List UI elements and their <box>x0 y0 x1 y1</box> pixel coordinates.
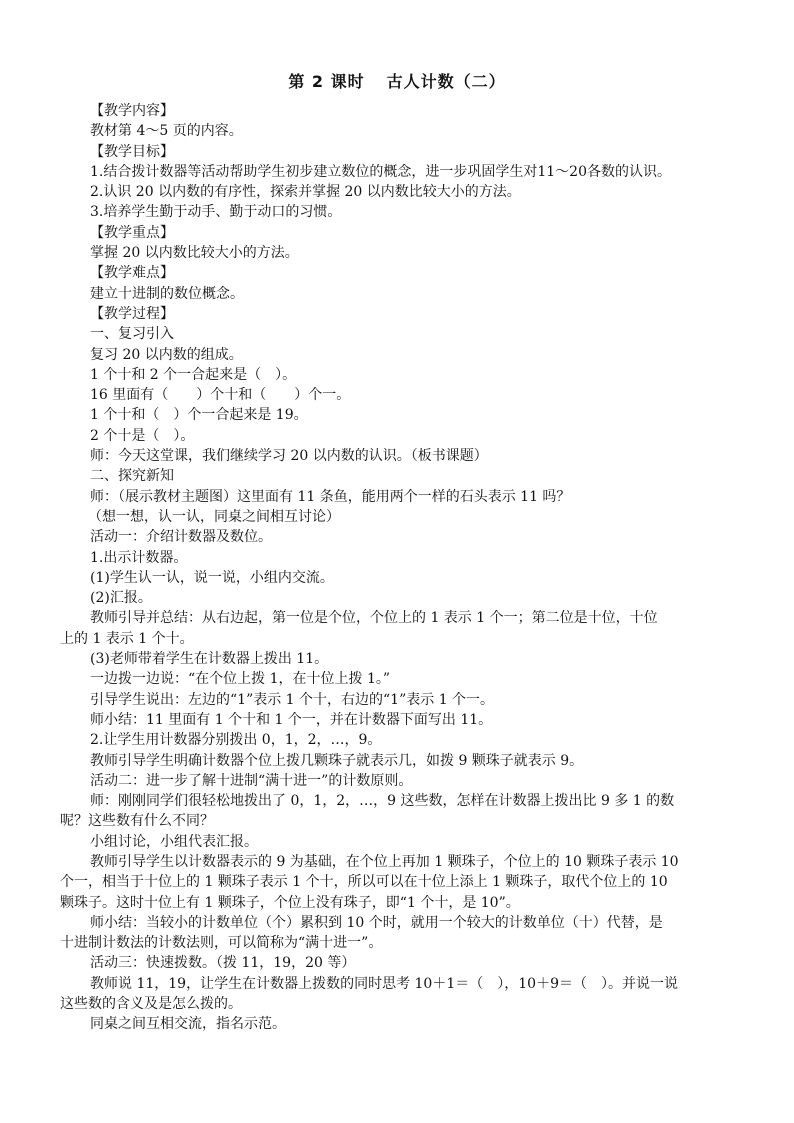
activity-2-question-2: 呢？这些数有什么不同？ <box>60 813 214 830</box>
review-text: 复习 20 以内数的组成。 <box>90 346 243 363</box>
document-body <box>60 101 740 1035</box>
activity-2-guide-2: 个一，相当于十位上的 1 颗珠子表示 1 个十，所以可以在十位上添上 1 颗珠子，取代个位上的 10 <box>60 874 668 891</box>
activity-1-summary: 师小结：11 里面有 1 个十和 1 个一，并在计数器下面写出 11。 <box>90 711 493 728</box>
activity-3-text-3: 同桌之间互相交流，指名示范。 <box>90 1016 286 1033</box>
review-q4: 2 个十是（ ）。 <box>90 427 195 444</box>
goal-3: 3.培养学生勤于动手、勤于动口的习惯。 <box>90 204 342 221</box>
review-q3: 1 个十和（ ）个一合起来是 19。 <box>90 407 308 424</box>
activity-3-text-2: 这些数的含义及是怎么拨的。 <box>60 996 242 1013</box>
activity-2-question-1: 师：刚刚同学们很轻松地拨出了 0，1，2，…，9 这些数，怎样在计数器上拨出比 9 多 1 的数 <box>90 793 675 810</box>
activity-1-heading: 活动一：介绍计数器及数位。 <box>90 529 272 546</box>
activity-2-summary-2: 十进制计数法的计数法则，可以简称为“满十进一”。 <box>60 935 383 952</box>
lesson-number: 第 2 课时 <box>288 72 365 91</box>
activity-1-sub-1: (1)学生认一认，说一说，小组内交流。 <box>90 569 334 586</box>
activity-1-guide: 引导学生说出：左边的“1”表示 1 个十，右边的“1”表示 1 个一。 <box>90 691 495 708</box>
activity-2-guide-1: 教师引导学生以计数器表示的 9 为基础，在个位上再加 1 颗珠子，个位上的 10 颗珠子表示 10 <box>90 853 679 870</box>
section-heading-difficulty: 【教学难点】 <box>90 265 174 282</box>
activity-2-summary-1: 师小结：当较小的计数单位（个）累积到 10 个时，就用一个较大的计数单位（十）代替，是 <box>90 914 663 931</box>
activity-2-heading: 活动二：进一步了解十进制“满十进一”的计数原则。 <box>90 772 413 789</box>
activity-2-guide-3: 颗珠子。这时十位上有 1 颗珠子，个位上没有珠子，即“1 个十，是 10”。 <box>60 894 520 911</box>
activity-1-speech: 一边拨一边说：“在个位上拨 1，在十位上拨 1。” <box>90 671 391 688</box>
activity-1-step-1: 1.出示计数器。 <box>90 549 188 566</box>
review-q1: 1 个十和 2 个一合起来是（ ）。 <box>90 366 297 383</box>
section-heading-key-point: 【教学重点】 <box>90 224 174 241</box>
summary-line-1: 教师引导并总结：从右边起，第一位是个位，个位上的 1 表示 1 个一；第二位是十位，十位 <box>90 610 658 627</box>
content-text: 教材第 4～5 页的内容。 <box>90 123 243 140</box>
teacher-intro: 师：今天这堂课，我们继续学习 20 以内数的认识。（板书课题） <box>90 448 488 465</box>
activity-3-text-1: 教师说 11，19，让学生在计数器上拨数的同时思考 10＋1＝（ ），10＋9＝（ ）。并说一说 <box>90 975 678 992</box>
summary-line-2: 上的 1 表示 1 个十。 <box>60 630 194 647</box>
section-heading-process: 【教学过程】 <box>90 305 174 322</box>
section-heading-content: 【教学内容】 <box>90 103 174 119</box>
lesson-name: 古人计数（二） <box>386 72 506 91</box>
activity-1-clarify: 教师引导学生明确计数器个位上拨几颗珠子就表示几，如拨 9 颗珠子就表示 9。 <box>90 752 584 769</box>
step-heading-explore: 二、探究新知 <box>90 468 174 485</box>
step-heading-review: 一、复习引入 <box>90 326 174 343</box>
explore-question: 师：（展示教材主题图）这里面有 11 条鱼，能用两个一样的石头表示 11 吗？ <box>90 488 571 505</box>
activity-1-sub-2: (2)汇报。 <box>90 590 152 607</box>
goal-2: 2.认识 20 以内数的有序性，探索并掌握 20 以内数比较大小的方法。 <box>90 184 521 201</box>
activity-1-sub-3: (3)老师带着学生在计数器上拨出 11。 <box>90 651 329 668</box>
activity-3-heading: 活动三：快速拨数。（拨 11，19，20 等） <box>90 955 356 972</box>
page-title <box>0 69 794 92</box>
difficulty-text: 建立十进制的数位概念。 <box>90 285 244 302</box>
section-heading-goals: 【教学目标】 <box>90 143 174 160</box>
key-point-text: 掌握 20 以内数比较大小的方法。 <box>90 245 299 262</box>
explore-discussion: （想一想，认一认，同桌之间相互讨论） <box>88 508 340 525</box>
activity-1-step-2: 2.让学生用计数器分别拨出 0，1，2，…，9。 <box>90 732 382 749</box>
activity-2-discuss: 小组讨论，小组代表汇报。 <box>90 833 258 850</box>
review-q2: 16 里面有（ ）个十和（ ）个一。 <box>90 387 351 404</box>
goal-1: 1.结合拨计数器等活动帮助学生初步建立数位的概念，进一步巩固学生对11～20各数的认识。 <box>90 163 671 180</box>
